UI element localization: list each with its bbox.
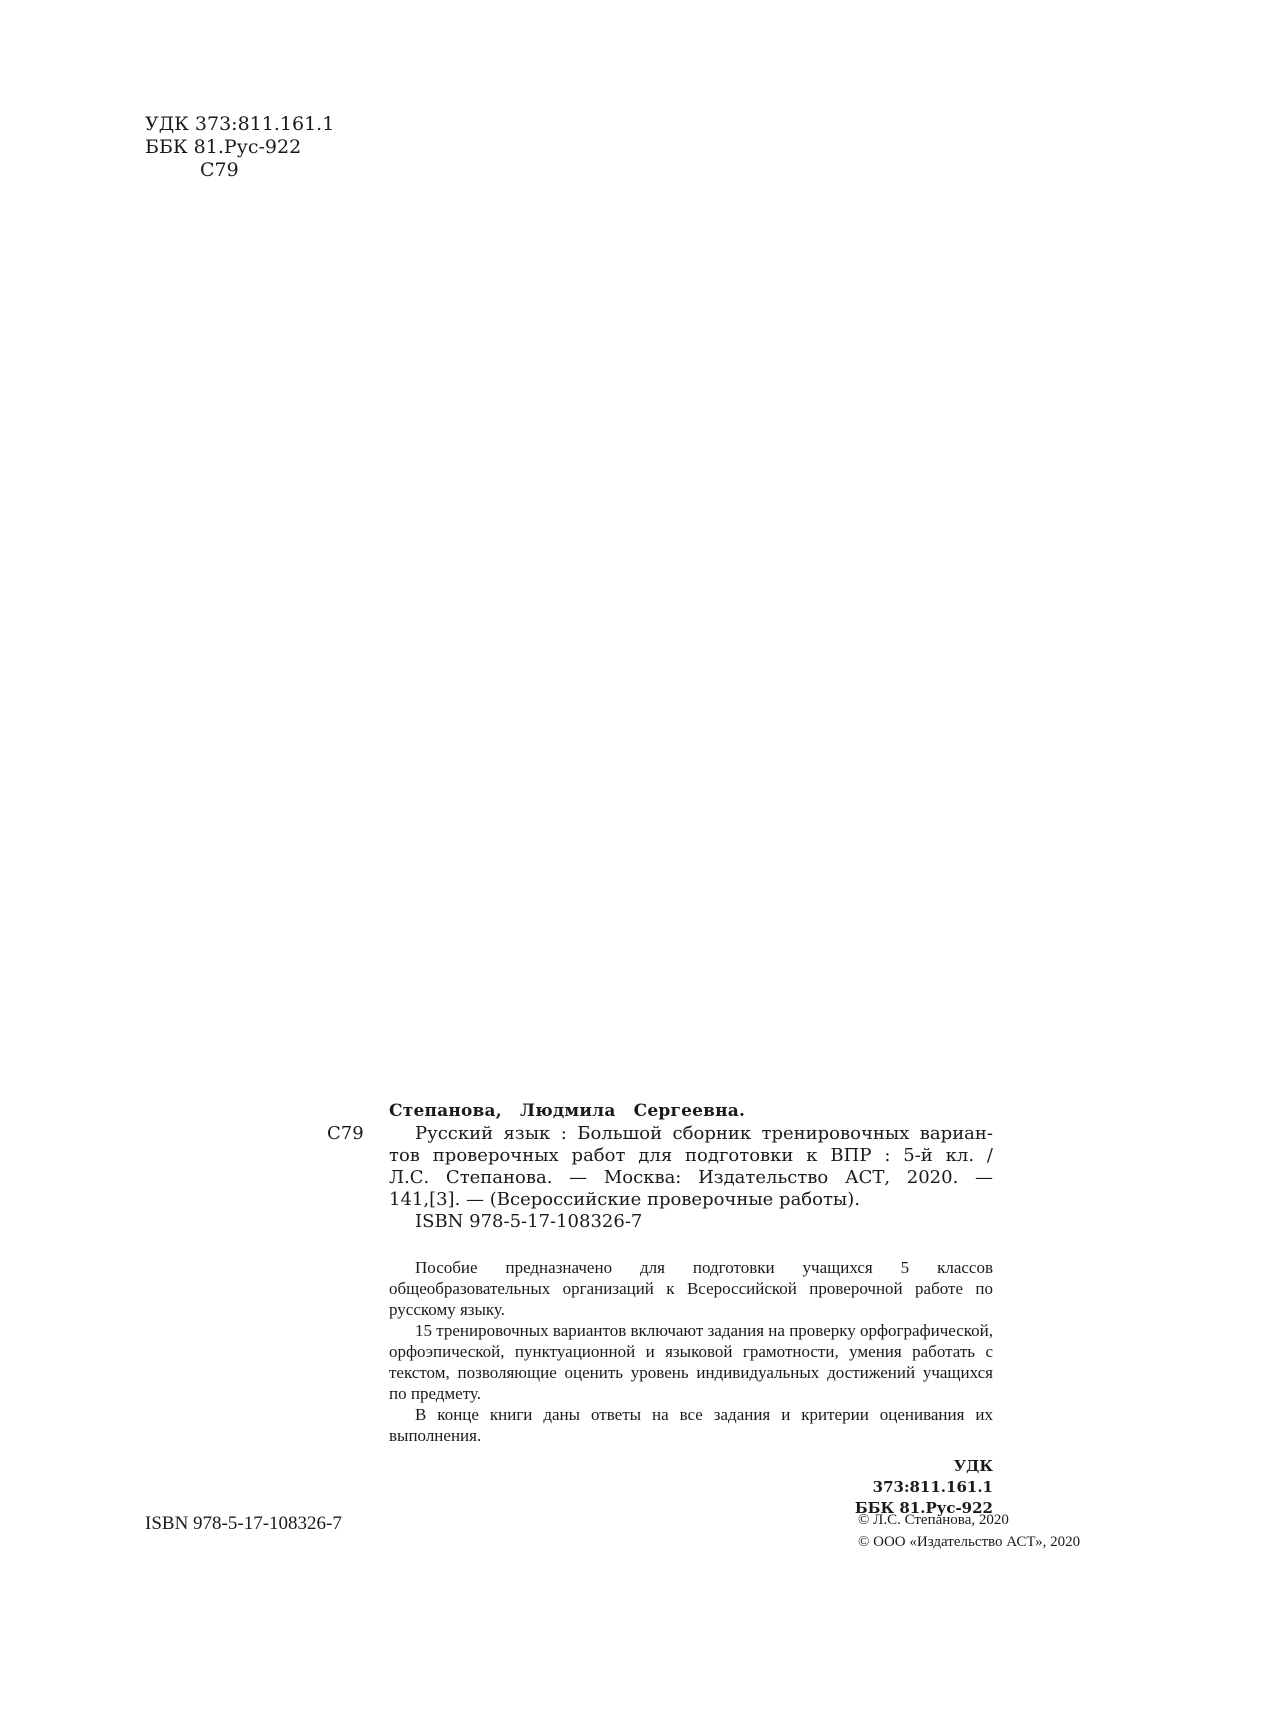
- annotation: [389, 1257, 993, 1446]
- copyright-publisher: © ООО «Издательство АСТ», 2020: [858, 1534, 1081, 1550]
- record-isbn: ISBN 978-5-17-108326-7: [415, 1211, 643, 1232]
- udk-code: УДК 373:811.161.1: [145, 113, 335, 135]
- bib-line: 141,[3]. — (Всероссийские проверочные работы).: [389, 1189, 860, 1210]
- bib-line: Русский язык : Большой сборник тренировочных вариан-: [415, 1123, 993, 1144]
- bib-line: тов проверочных работ для подготовки к ВПР : 5-й кл. /: [389, 1145, 993, 1166]
- record-author: Степанова, Людмила Сергеевна.: [389, 1101, 746, 1121]
- footer-isbn: ISBN 978-5-17-108326-7: [145, 1513, 342, 1534]
- copyright-author: © Л.С. Степанова, 2020: [858, 1512, 1009, 1528]
- annotation-paragraph: 15 тренировочных вариантов включают задания на проверку орфографической, орфоэпической, пунктуационной и языковой грамотности, умения работать с текстом, позволяющие оценить уровень индивидуальных достижений учащихся по предмету.: [389, 1321, 993, 1403]
- annotation-paragraph: В конце книги даны ответы на все задания и критерии оценивания их выполнения.: [389, 1405, 993, 1445]
- record-author-mark: С79: [327, 1123, 364, 1144]
- bbk-code: ББК 81.Рус-922: [145, 136, 302, 158]
- footer-udk-code: УДК 373:811.161.1: [872, 1457, 993, 1496]
- bib-line: Л.С. Степанова. — Москва: Издательство АСТ, 2020. —: [389, 1167, 993, 1188]
- author-mark: С79: [200, 159, 239, 181]
- bibliographic-description: [389, 1123, 993, 1233]
- footer-bbk-code: ББК 81.Рус-922: [854, 1499, 993, 1517]
- header-classification-codes: [145, 113, 334, 182]
- copyright-notices: [858, 1509, 1080, 1553]
- annotation-paragraph: Пособие предназначено для подготовки учащихся 5 классов общеобразовательных организаций к Всероссийской проверочной работе по русскому языку.: [389, 1258, 993, 1319]
